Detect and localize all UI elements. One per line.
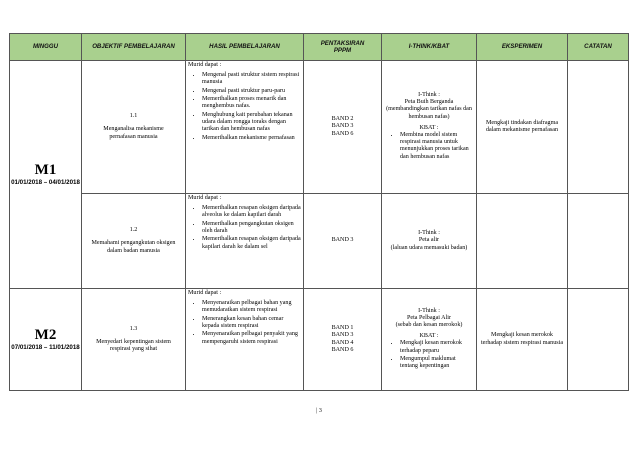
objective-cell bbox=[82, 61, 186, 194]
header-minggu: MINGGU bbox=[10, 34, 82, 61]
note-cell bbox=[568, 194, 629, 289]
band-label: BAND 3 bbox=[331, 123, 354, 130]
kbat-label: KBAT : bbox=[419, 333, 439, 340]
list-item: • Menghubung kait perubahan tekanan udara dalam rongga toraks dengan tarikan dan hembusan nafas bbox=[202, 112, 301, 134]
objective-cell bbox=[82, 289, 186, 391]
header-eksperimen: EKSPERIMEN bbox=[477, 34, 568, 61]
experiment-text: Mengkaji tindakan diafragma dalam mekanisme pernafasan bbox=[485, 119, 559, 133]
list-item: • Menyenaraikan pelbagai penyakit yang mempengaruhi sistem respirasi bbox=[202, 331, 301, 345]
header-pentaksiran bbox=[304, 34, 382, 61]
header-row bbox=[10, 34, 629, 61]
list-item: • Membina model sistem respirasi manusia untuk menunjukkan proses tarikan dan hembusan nafas bbox=[400, 132, 473, 161]
header-objektif: OBJEKTIF PEMBELAJARAN bbox=[82, 34, 186, 61]
ithink-line: Peta Buih Berganda bbox=[404, 99, 454, 106]
table-row bbox=[10, 194, 629, 289]
objective-number: 1.3 bbox=[129, 325, 138, 332]
lesson-plan-table bbox=[9, 33, 629, 391]
header-pentaksiran-line1: PENTAKSIRAN bbox=[320, 39, 365, 47]
week-date: 07/01/2018 – 11/01/2018 bbox=[11, 344, 80, 352]
list-item: • Memerihalkan pengangkutan oksigen oleh darah bbox=[202, 221, 301, 235]
header-hasil: HASIL PEMBELAJARAN bbox=[186, 34, 304, 61]
outcome-cell bbox=[186, 194, 304, 289]
band-label: BAND 6 bbox=[331, 346, 354, 353]
experiment-text: Mengkaji kesan merokok terhadap sistem respirasi manusia bbox=[480, 332, 564, 346]
outcome-intro: Murid dapat : bbox=[188, 290, 222, 296]
kbat-label: KBAT : bbox=[419, 124, 439, 131]
week-date: 01/01/2018 – 04/01/2018 bbox=[11, 179, 80, 187]
outcome-cell bbox=[186, 61, 304, 194]
objective-number: 1.2 bbox=[129, 227, 138, 234]
outcome-list bbox=[188, 72, 301, 142]
ithink-label: I-Think : bbox=[418, 230, 440, 237]
outcome-intro: Murid dapat : bbox=[188, 62, 222, 68]
header-catatan: CATATAN bbox=[568, 34, 629, 61]
objective-number: 1.1 bbox=[129, 113, 138, 120]
band-label: BAND 1 bbox=[331, 325, 354, 332]
list-item: • Menyenaraikan pelbagai bahan yang memudaratkan sistem respirasi bbox=[202, 300, 301, 314]
ithink-label: I-Think : bbox=[418, 91, 440, 98]
ithink-cell bbox=[382, 194, 477, 289]
ithink-cell bbox=[382, 289, 477, 391]
list-item: • Mengenal pasti struktur sistem respirasi manusia bbox=[202, 72, 301, 86]
band-label: BAND 3 bbox=[331, 237, 354, 244]
outcome-intro: Murid dapat : bbox=[188, 195, 222, 201]
list-item: • Memerihalkan proses menarik dan menghembus nafas. bbox=[202, 96, 301, 110]
kbat-list bbox=[385, 132, 473, 161]
table-row bbox=[10, 61, 629, 194]
list-item: • Memerihalkan resapan oksigen daripada kapilari darah ke dalam sel bbox=[202, 236, 301, 250]
week-cell bbox=[10, 61, 82, 289]
week-code: M1 bbox=[34, 162, 57, 179]
ithink-line: Peta Pelbagai Alir bbox=[406, 314, 451, 321]
ithink-line: Peta alir bbox=[418, 237, 440, 244]
table-row bbox=[10, 289, 629, 391]
ithink-label: I-Think : bbox=[418, 307, 440, 314]
list-item: • Memerihalkan mekanisme pernafasan bbox=[202, 135, 301, 142]
objective-text: Menyedari kepentingan sistem respirasi yang sihat bbox=[96, 338, 171, 353]
list-item: • Mengumpul maklumat tentang kepentingan bbox=[400, 356, 473, 370]
objective-cell bbox=[82, 194, 186, 289]
outcome-cell bbox=[186, 289, 304, 391]
ithink-line: (laluan udara memasuki badan) bbox=[390, 244, 468, 251]
page-number: | 3 bbox=[316, 408, 322, 414]
band-label: BAND 4 bbox=[331, 339, 354, 346]
band-cell bbox=[304, 289, 382, 391]
outcome-list bbox=[188, 205, 301, 251]
experiment-cell bbox=[477, 61, 568, 194]
note-cell bbox=[568, 61, 629, 194]
objective-text: Memahami pengangkutan oksigen dalam badan manusia bbox=[91, 240, 176, 254]
band-label: BAND 3 bbox=[331, 332, 354, 339]
header-pentaksiran-line2: PPPM bbox=[333, 47, 352, 54]
kbat-list bbox=[385, 340, 473, 370]
list-item: • Mengkaji kesan merokok terhadap peparu bbox=[400, 340, 473, 354]
ithink-line: (membandingkan tarikan nafas dan hembusan nafas) bbox=[386, 106, 472, 120]
list-item: • Menerangkan kesan bahan cemar kepada sistem respirasi bbox=[202, 316, 301, 330]
band-cell bbox=[304, 61, 382, 194]
objective-text: Menganalisa mekanisme pernafasan manusia bbox=[103, 126, 164, 140]
list-item: • Mengenal pasti struktur paru-paru bbox=[202, 88, 301, 95]
band-cell bbox=[304, 194, 382, 289]
experiment-cell bbox=[477, 289, 568, 391]
ithink-cell bbox=[382, 61, 477, 194]
band-label: BAND 6 bbox=[331, 130, 354, 137]
header-ithink: I-THINK/KBAT bbox=[382, 34, 477, 61]
outcome-list bbox=[188, 300, 301, 346]
week-code: M2 bbox=[34, 327, 57, 344]
week-cell bbox=[10, 289, 82, 391]
list-item: • Memerihalkan resapan oksigen daripada alveolus ke dalam kapilari darah bbox=[202, 205, 301, 219]
experiment-cell bbox=[477, 194, 568, 289]
band-label: BAND 2 bbox=[331, 116, 354, 123]
note-cell bbox=[568, 289, 629, 391]
ithink-line: (sebab dan kesan merokok) bbox=[395, 321, 463, 328]
